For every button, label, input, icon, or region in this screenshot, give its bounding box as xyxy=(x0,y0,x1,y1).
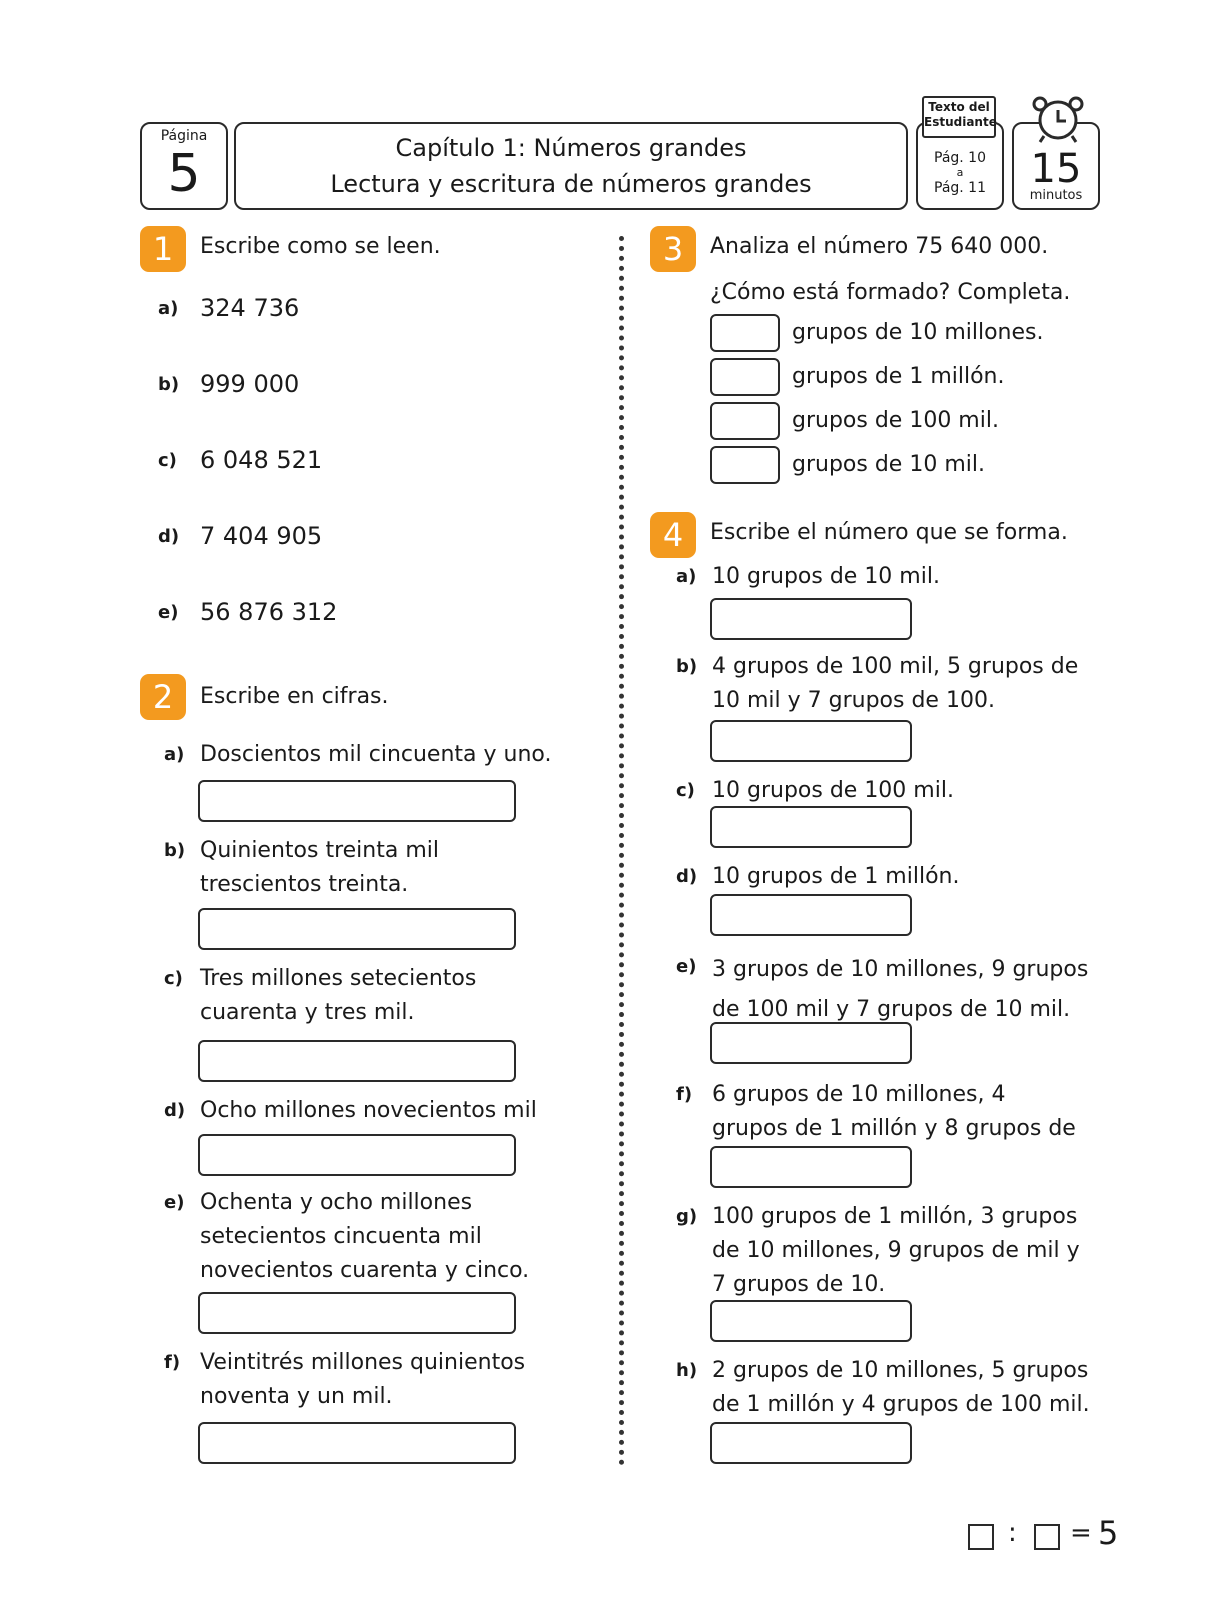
s1-item-a-letter: a) xyxy=(158,298,179,319)
s4-item-g-letter: g) xyxy=(676,1206,698,1227)
s4-answer-h[interactable] xyxy=(710,1422,912,1464)
page-range-a: a xyxy=(956,166,964,179)
page-label: Página xyxy=(160,128,208,144)
s3-row-2-text: grupos de 1 millón. xyxy=(792,364,1005,389)
s4-item-b-letter: b) xyxy=(676,656,698,677)
s4-item-d-text: 10 grupos de 1 millón. xyxy=(712,864,960,889)
s3-row-1-text: grupos de 10 millones. xyxy=(792,320,1044,345)
alarm-clock-icon xyxy=(1030,94,1086,144)
score-equals: = xyxy=(1070,1518,1092,1548)
s4-answer-c[interactable] xyxy=(710,806,912,848)
s2-item-d-letter: d) xyxy=(164,1100,186,1121)
s4-item-f-text: 6 grupos de 10 millones, 4 grupos de 1 millón y 8 grupos de xyxy=(712,1082,1076,1141)
section-4-prompt: Escribe el número que se forma. xyxy=(710,520,1068,545)
s1-item-d-letter: d) xyxy=(158,526,180,547)
page-from: Pág. 10 xyxy=(934,150,986,166)
s2-answer-f[interactable] xyxy=(198,1422,516,1464)
page-number-box xyxy=(140,122,228,210)
s4-answer-f[interactable] xyxy=(710,1146,912,1188)
score-colon: : xyxy=(1008,1518,1017,1548)
section-1-prompt: Escribe como se leen. xyxy=(200,234,441,259)
s4-item-c-letter: c) xyxy=(676,780,695,801)
s2-item-e-text: Ochenta y ocho millones setecientos cincuenta mil novecientos cuarenta y cinco. xyxy=(200,1190,530,1283)
section-3-prompt: Analiza el número 75 640 000. xyxy=(710,234,1049,259)
section-3-subprompt: ¿Cómo está formado? Completa. xyxy=(710,280,1071,305)
chapter-title-box xyxy=(234,122,908,210)
s4-item-e-text: 3 grupos de 10 millones, 9 grupos de 100 mil y 7 grupos de 10 mil. xyxy=(712,957,1089,1022)
s1-item-d-number: 7 404 905 xyxy=(200,522,323,550)
minutes-label: minutos xyxy=(1029,188,1083,203)
s4-answer-a[interactable] xyxy=(710,598,912,640)
s2-item-c-text: Tres millones setecientos cuarenta y tres mil. xyxy=(200,966,477,1025)
book-label-line1: Texto del xyxy=(928,100,990,114)
s2-item-a-text: Doscientos mil cincuenta y uno. xyxy=(200,742,552,767)
section-4-badge: 4 xyxy=(650,512,696,558)
s1-item-e-letter: e) xyxy=(158,602,179,623)
s4-item-f-letter: f) xyxy=(676,1084,693,1105)
s2-item-b-text: Quinientos treinta mil trescientos treinta. xyxy=(200,838,439,897)
s4-item-a-text: 10 grupos de 10 mil. xyxy=(712,564,940,589)
section-2-badge: 2 xyxy=(140,674,186,720)
s2-answer-b[interactable] xyxy=(198,908,516,950)
s1-item-e-number: 56 876 312 xyxy=(200,598,338,626)
score-box-total[interactable] xyxy=(1034,1524,1060,1550)
minutes-value: 15 xyxy=(1030,146,1082,192)
s1-item-b-letter: b) xyxy=(158,374,180,395)
s2-item-a-letter: a) xyxy=(164,744,185,765)
s2-item-f-text: Veintitrés millones quinientos noventa y un mil. xyxy=(200,1350,526,1409)
s4-item-a-letter: a) xyxy=(676,566,697,587)
s3-row-4-text: grupos de 10 mil. xyxy=(792,452,985,477)
column-divider xyxy=(619,236,624,1466)
s4-answer-b[interactable] xyxy=(710,720,912,762)
s3-row-3-text: grupos de 100 mil. xyxy=(792,408,999,433)
s3-answer-1[interactable] xyxy=(710,314,780,352)
s4-item-c-text: 10 grupos de 100 mil. xyxy=(712,778,954,803)
book-label-line2: Estudiante xyxy=(924,115,997,129)
s2-item-e-letter: e) xyxy=(164,1192,185,1213)
s2-item-d-text: Ocho millones novecientos mil xyxy=(200,1098,537,1123)
s4-item-h-text: 2 grupos de 10 millones, 5 grupos de 1 millón y 4 grupos de 100 mil. xyxy=(712,1358,1090,1417)
s4-answer-d[interactable] xyxy=(710,894,912,936)
s2-answer-a[interactable] xyxy=(198,780,516,822)
s4-item-h-letter: h) xyxy=(676,1360,698,1381)
s2-answer-c[interactable] xyxy=(198,1040,516,1082)
s4-item-g-text: 100 grupos de 1 millón, 3 grupos de 10 millones, 9 grupos de mil y 7 grupos de 10. xyxy=(712,1204,1080,1297)
s4-answer-g[interactable] xyxy=(710,1300,912,1342)
page-number: 5 xyxy=(167,144,201,204)
s1-item-a-number: 324 736 xyxy=(200,294,300,322)
section-1-badge: 1 xyxy=(140,226,186,272)
s1-item-c-letter: c) xyxy=(158,450,177,471)
s3-answer-4[interactable] xyxy=(710,446,780,484)
s4-item-e-letter: e) xyxy=(676,956,697,977)
s1-item-c-number: 6 048 521 xyxy=(200,446,323,474)
score-total-value: 5 xyxy=(1098,1514,1119,1552)
s2-answer-d[interactable] xyxy=(198,1134,516,1176)
page-to: Pág. 11 xyxy=(934,180,986,196)
s4-answer-e[interactable] xyxy=(710,1022,912,1064)
s2-item-b-letter: b) xyxy=(164,840,186,861)
s2-answer-e[interactable] xyxy=(198,1292,516,1334)
s3-answer-2[interactable] xyxy=(710,358,780,396)
chapter-title: Capítulo 1: Números grandes xyxy=(395,134,747,162)
s4-item-d-letter: d) xyxy=(676,866,698,887)
s4-item-b-text: 4 grupos de 100 mil, 5 grupos de 10 mil y 7 grupos de 100. xyxy=(712,654,1079,713)
lesson-title: Lectura y escritura de números grandes xyxy=(330,170,812,198)
score-box-obtained[interactable] xyxy=(968,1524,994,1550)
s1-item-b-number: 999 000 xyxy=(200,370,300,398)
book-icon xyxy=(922,96,996,138)
s3-answer-3[interactable] xyxy=(710,402,780,440)
s2-item-c-letter: c) xyxy=(164,968,183,989)
section-3-badge: 3 xyxy=(650,226,696,272)
s2-item-f-letter: f) xyxy=(164,1352,181,1373)
section-2-prompt: Escribe en cifras. xyxy=(200,684,389,709)
